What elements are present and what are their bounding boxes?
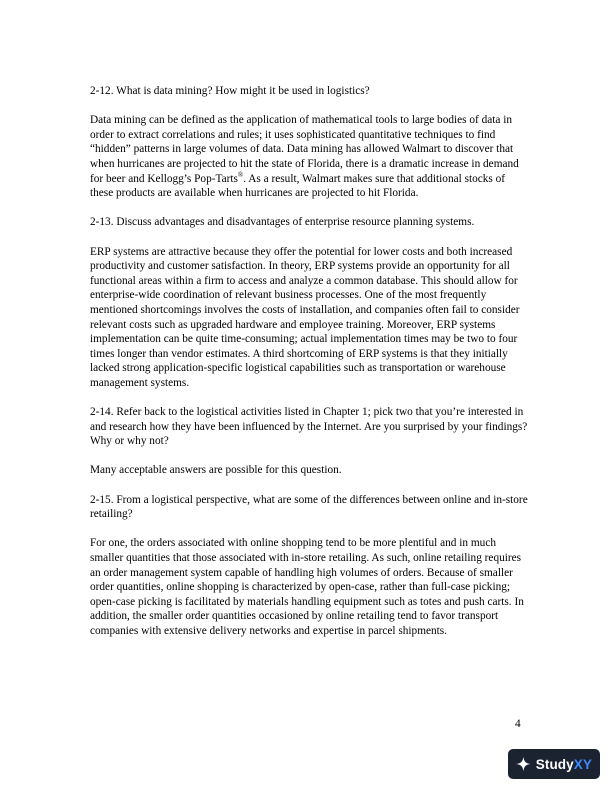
- page-content: [90, 84, 530, 653]
- answer-2-13: ERP systems are attractive because they offer the potential for lower costs and both increased productivity and customer satisfaction. In theory, ERP systems provide an opportunity for all functional areas within a firm to access and analyze a common database. This should allow for enterprise-wide coordination of relevant business processes. One of the most frequently mentioned shortcomings involves the costs of installation, and companies often fail to consider relevant costs such as upgraded hardware and employee training. Moreover, ERP systems implementation can be quite time-consuming; actual implementation times may be two to four times longer than vendor estimates. A third shortcoming of ERP systems is that they initially lacked strong application-specific logistical capabilities such as transportation or warehouse management systems.: [90, 245, 520, 389]
- brand-study: Study: [535, 756, 574, 772]
- watermark-brand: [536, 757, 592, 772]
- registered-mark: ®: [237, 170, 244, 179]
- answer-2-14: Many acceptable answers are possible for this question.: [90, 464, 342, 477]
- answer-2-12-text-a: Data mining can be defined as the application of mathematical tools to large bodies of data in order to extract correlations and rules; it uses sophisticated quantitative techniques to find “hidden” patterns in large volumes of data. Data mining has allowed Walmart to discover that when hurricanes are projected to hit the state of Florida, there is a dramatic increase in demand for beer and Kellogg’s Pop-Tarts: [90, 114, 519, 185]
- question-2-13: 2-13. Discuss advantages and disadvantages of enterprise resource planning systems.: [90, 216, 475, 229]
- question-2-15: 2-15. From a logistical perspective, what are some of the differences between online and in-store retailing?: [90, 493, 528, 521]
- sparkle-icon: [516, 756, 531, 772]
- answer-2-12-text-b: . As a result, Walmart makes sure that additional stocks of these products are available when hurricanes are projected to hit Florida.: [90, 172, 506, 200]
- brand-xy: XY: [573, 756, 592, 772]
- answer-2-12: [90, 113, 530, 201]
- answer-2-15: For one, the orders associated with online shopping tend to be more plentiful and in much smaller quantities that those associated with in-store retailing. As such, online retailing requires an order management system capable of handling high volumes of orders. Because of smaller order quantities, online shopping is characterized by open-case, rather than full-case picking; open-case picking is facilitated by materials handling equipment such as totes and push carts. In addition, the smaller order quantities occasioned by online retailing tend to favor transport companies with extensive delivery networks and expertise in parcel shipments.: [90, 537, 524, 637]
- question-2-14: 2-14. Refer back to the logistical activities listed in Chapter 1; pick two that you’re interested in and research how they have been influenced by the Internet. Are you surprised by your findings? Why or why not?: [90, 406, 528, 448]
- studyxy-watermark[interactable]: [508, 749, 600, 779]
- page-number: 4: [515, 718, 521, 730]
- question-2-12: 2-12. What is data mining? How might it be used in logistics?: [90, 85, 370, 97]
